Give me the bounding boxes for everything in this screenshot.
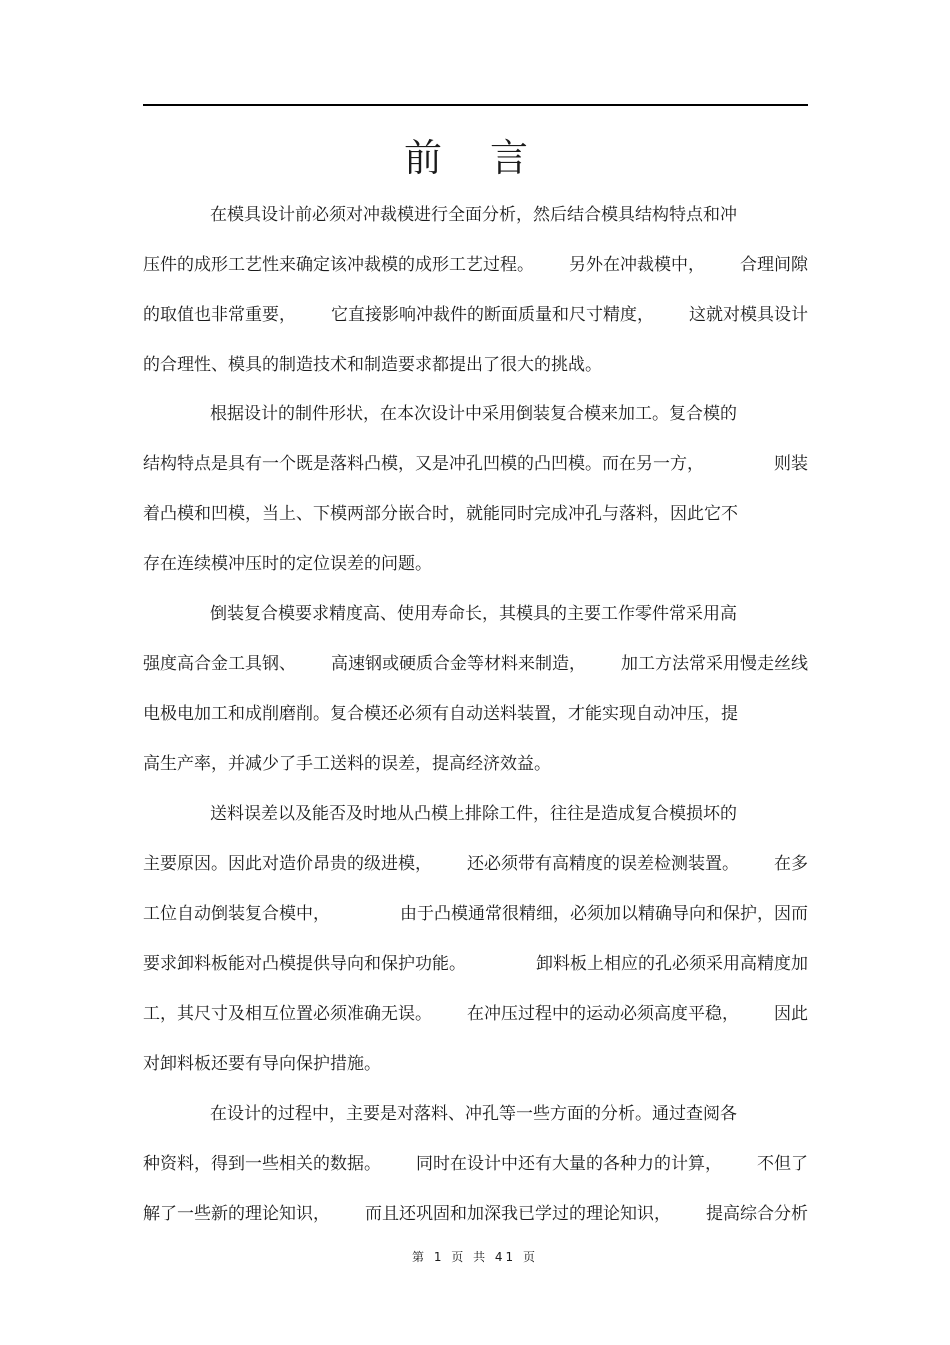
- text-line: [143, 699, 808, 729]
- text-segment: 因此: [774, 1004, 808, 1024]
- text-line: [143, 849, 808, 879]
- text-line: [210, 200, 808, 230]
- text-segment: 由于凸模通常很精细，必须加以精确导向和保护，因而: [400, 904, 808, 924]
- text-segment: 在冲压过程中的运动必须高度平稳，: [467, 1004, 739, 1024]
- text-segment: 工位自动倒装复合模中，: [143, 904, 330, 924]
- text-segment: 则装: [774, 454, 808, 474]
- text-segment: 同时在设计中还有大量的各种力的计算，: [416, 1154, 722, 1174]
- text-segment: 压件的成形工艺性来确定该冲裁模的成形工艺过程。: [143, 255, 534, 275]
- text-segment: 着凸模和凹模，当上、下模两部分嵌合时，就能同时完成冲孔与落料，因此它不: [143, 504, 738, 524]
- text-segment: 而且还巩固和加深我已学过的理论知识，: [365, 1204, 671, 1224]
- text-segment: 提高综合分析: [706, 1204, 808, 1224]
- text-line: [143, 649, 808, 679]
- page-title: 前 言: [403, 136, 547, 180]
- text-segment: 在多: [774, 854, 808, 874]
- text-segment: 另外在冲裁模中，: [569, 255, 705, 275]
- text-segment: 要求卸料板能对凸模提供导向和保护功能。: [143, 954, 466, 974]
- text-segment: 倒装复合模要求精度高、使用寿命长，其模具的主要工作零件常采用高: [210, 604, 737, 624]
- text-segment: 卸料板上相应的孔必须采用高精度加: [536, 954, 808, 974]
- text-line: [143, 449, 808, 479]
- text-segment: 在设计的过程中，主要是对落料、冲孔等一些方面的分析。通过查阅各: [210, 1104, 737, 1124]
- text-line: [210, 799, 808, 829]
- text-segment: 根据设计的制件形状，在本次设计中采用倒装复合模来加工。复合模的: [210, 404, 737, 424]
- text-segment: 还必须带有高精度的误差检测装置。: [467, 854, 739, 874]
- text-segment: 工，其尺寸及相互位置必须准确无误。: [143, 1004, 432, 1024]
- text-segment: 加工方法常采用慢走丝线: [621, 654, 808, 674]
- text-segment: 它直接影响冲裁件的断面质量和尺寸精度，: [331, 305, 654, 325]
- text-segment: 对卸料板还要有导向保护措施。: [143, 1054, 381, 1074]
- text-line: [143, 949, 808, 979]
- text-line: [143, 1199, 808, 1229]
- text-segment: 强度高合金工具钢、: [143, 654, 296, 674]
- text-line: [143, 499, 808, 529]
- text-segment: 解了一些新的理论知识，: [143, 1204, 330, 1224]
- text-segment: 电极电加工和成削磨削。复合模还必须有自动送料装置，才能实现自动冲压，提: [143, 704, 738, 724]
- text-line: [143, 300, 808, 330]
- text-line: [143, 250, 808, 280]
- text-line: [143, 1149, 808, 1179]
- text-segment: 主要原因。因此对造价昂贵的级进模，: [143, 854, 432, 874]
- text-segment: 存在连续模冲压时的定位误差的问题。: [143, 554, 432, 574]
- text-segment: 高速钢或硬质合金等材料来制造，: [331, 654, 586, 674]
- text-segment: 结构特点是具有一个既是落料凸模，又是冲孔凹模的凸凹模。而在另一方，: [143, 454, 704, 474]
- text-segment: 合理间隙: [740, 255, 808, 275]
- page-footer: 第 1 页 共 41 页: [412, 1250, 538, 1264]
- text-segment: 的合理性、模具的制造技术和制造要求都提出了很大的挑战。: [143, 355, 602, 375]
- text-line: [143, 1049, 808, 1079]
- header-rule: [143, 104, 808, 106]
- text-line: [143, 350, 808, 380]
- text-segment: 的取值也非常重要，: [143, 305, 296, 325]
- text-line: [210, 1099, 808, 1129]
- text-segment: 高生产率，并减少了手工送料的误差，提高经济效益。: [143, 754, 551, 774]
- text-line: [210, 399, 808, 429]
- text-line: [143, 899, 808, 929]
- text-line: [143, 749, 808, 779]
- text-segment: 送料误差以及能否及时地从凸模上排除工件，往往是造成复合模损坏的: [210, 804, 737, 824]
- text-segment: 这就对模具设计: [689, 305, 808, 325]
- text-line: [210, 599, 808, 629]
- text-segment: 在模具设计前必须对冲裁模进行全面分析，然后结合模具结构特点和冲: [210, 205, 737, 225]
- text-line: [143, 999, 808, 1029]
- text-line: [143, 549, 808, 579]
- text-segment: 种资料，得到一些相关的数据。: [143, 1154, 381, 1174]
- text-segment: 不但了: [757, 1154, 808, 1174]
